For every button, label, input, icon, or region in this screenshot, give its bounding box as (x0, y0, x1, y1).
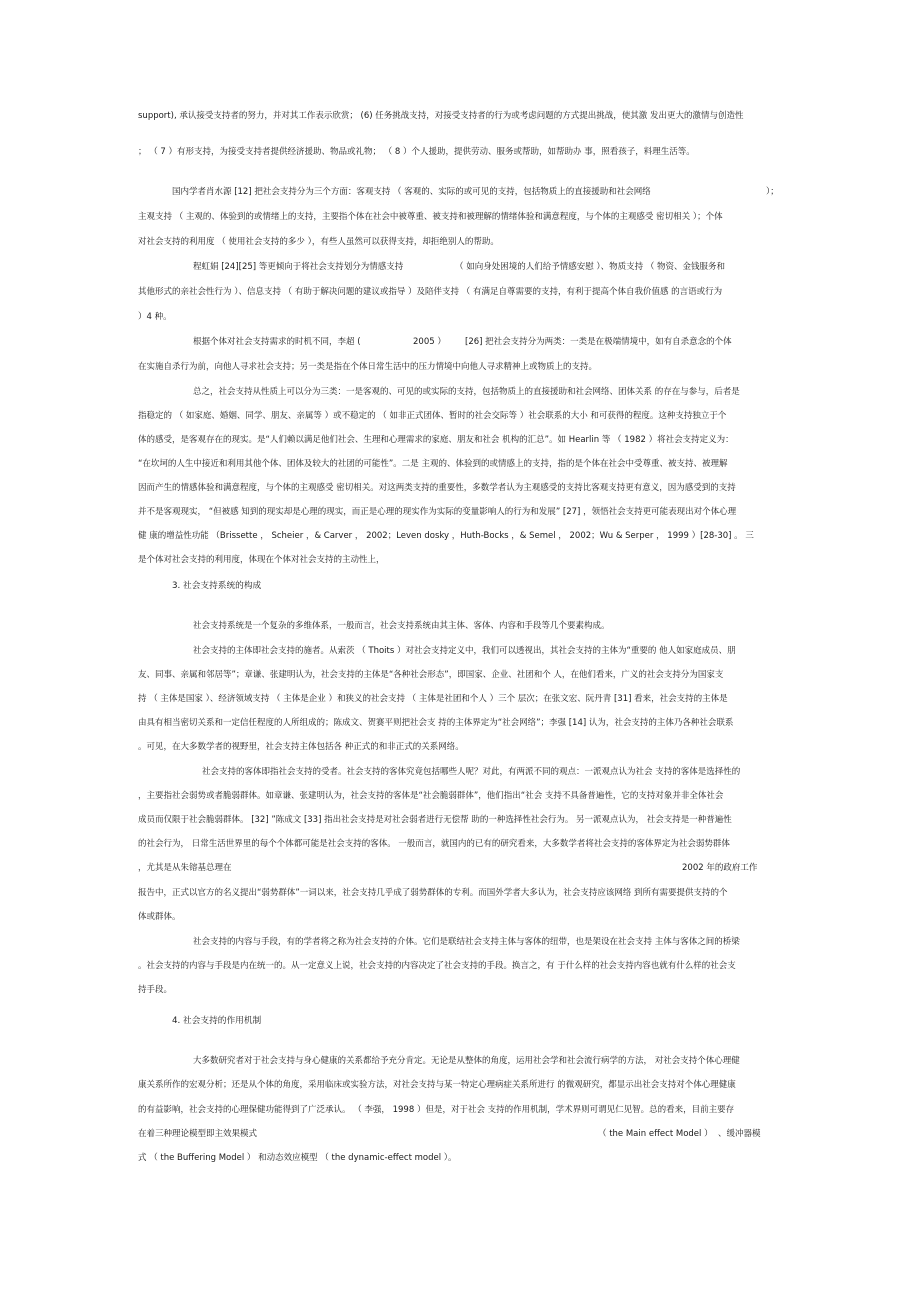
text-line: 友、同事、亲属和邻居等”；章谦、张建明认为，社会支持的主体是“各种社会形态”，即国家、企业、社团和个 人，在他们看来，广义的社会支持分为国家支 (138, 670, 724, 680)
text-line: 持 （ 主体是国家 ）、经济领域支持 （ 主体是企业 ）和狭义的社会支持 （ 主体是社团和个人 ）三个 层次；在张文宏、阮丹青 [31] 看来，社会支持的主体是 (138, 694, 728, 704)
text-line: “在坎坷的人生中接近和利用其他个体、团体及较大的社团的可能性”。二是 主观的、体验到的或情感上的支持，指的是个体在社会中受尊重、被支持、被理解 (138, 459, 728, 469)
text-line: 的社会行为， 日常生活世界里的每个个体都可能是社会支持的客体。 一般而言，就国内的已有的研究看来，大多数学者将社会支持的客体界定为社会弱势群体 (138, 839, 730, 849)
text-line: 。可见，在大多数学者的视野里，社会支持主体包括各 种正式的和非正式的关系网络。 (138, 742, 464, 752)
text-line: （ 如向身处困境的人们给予情感安慰 ）、物质支持 （ 物资、金钱服务和 (455, 262, 726, 272)
text-line: 其他形式的亲社会性行为 ）、信息支持 （ 有助于解决问题的建议或指导 ）及陪伴支持 （ 有满足自尊需要的支持，有利于提高个体自我价值感 的言语或行为 (138, 287, 723, 297)
text-line: 社会支持的客体即指社会支持的受者。社会支持的客体究竟包括哪些人呢？对此，有两派不同的观点：一派观点认为社会 支持的客体是选择性的 (202, 767, 741, 777)
section-heading: 3. 社会支持系统的构成 (172, 581, 262, 591)
text-line: （ the Main effect Model ） (598, 1129, 713, 1139)
text-line: 体或群体。 (138, 912, 181, 922)
text-line: 在着三种理论模型即主效果模式 (138, 1129, 258, 1139)
text-line: ）； (766, 187, 779, 197)
text-line: 在实施自杀行为前，向他人寻求社会支持；另一类是指在个体日常生活中的压力情境中向他人寻求精神上或物质上的支持。 (138, 362, 598, 372)
text-line: 程虹娟 [24][25] 等更倾向于将社会支持划分为情感支持 (193, 262, 404, 272)
text-line: 因而产生的情感体验和满意程度，与个体的主观感受 密切相关。对这两类支持的重要性，多数学者认为主观感受的支持比客观支持更有意义，因为感受到的支持 (138, 483, 736, 493)
text-line: ，主要指社会弱势或者脆弱群体。如章谦、张建明认为，社会支持的客体是“社会脆弱群体”，他们指出“社会 支持不具备普遍性，它的支持对象并非全体社会 (138, 791, 724, 801)
text-line: 由具有相当密切关系和一定信任程度的人所组成的；陈成文、贺赛平则把社会支 持的主体界定为“社会网络”；李强 [14] 认为，社会支持的主体乃各种社会联系 (138, 718, 734, 728)
text-line: 主观支持 （ 主观的、体验到的或情绪上的支持，主要指个体在社会中被尊重、被支持和被理解的情绪体验和满意程度，与个体的主观感受 密切相关 ）；个体 (138, 212, 723, 222)
text-line: 是个体对社会支持的利用度，体现在个体对社会支持的主动性上， (138, 555, 385, 565)
text-line: ； （ 7 ）有形支持，为接受支持者提供经济援助、物品或礼物； （ 8 ）个人援助，提供劳动、服务或帮助，如帮助办 事，照看孩子，料理生活等。 (138, 147, 695, 157)
text-line: 体的感受，是客观存在的现实。是“人们赖以满足他们社会、生理和心理需求的家庭、朋友和社会 机构的汇总”。如 Hearlin 等 （ 1982 ）将社会支持定义为： (138, 435, 734, 445)
section-heading: 4. 社会支持的作用机制 (172, 1016, 262, 1026)
text-line: 社会支持的主体即社会支持的施者。从索茨 （ Thoits ）对社会支持定义中，我们可以透视出，其社会支持的主体为“重要的 他人如家庭成员、朋 (193, 646, 736, 656)
text-line: support), 承认接受支持者的努力，并对其工作表示欣赏； (6) 任务挑战支持，对接受支持者的行为或考虑问题的方式提出挑战，使其激 发出更大的激情与创造性 (138, 111, 744, 121)
text-line: 2005 ） (413, 337, 446, 347)
text-line: 报告中，正式以官方的名义提出“弱势群体”一词以来，社会支持几乎成了弱势群体的专利。而国外学者大多认为，社会支持应该网络 到所有需要提供支持的个 (138, 888, 728, 898)
text-line: 持手段。 (138, 985, 173, 995)
text-line: 对社会支持的利用度 （ 使用社会支持的多少 ），有些人虽然可以获得支持，却拒绝别人的帮助。 (138, 237, 499, 247)
text-line: 2002 年的政府工作 (682, 863, 758, 873)
text-line: 康关系所作的宏观分析；还是从个体的角度，采用临床或实验方法，对社会支持与某一特定心理病症关系所进行 的微观研究，都显示出社会支持对个体心理健康 (138, 1080, 736, 1090)
text-line: 社会支持的内容与手段，有的学者将之称为社会支持的介体。它们是联结社会支持主体与客体的纽带，也是架设在社会支持 主体与客体之间的桥梁 (193, 937, 740, 947)
text-line: 社会支持系统是一个复杂的多维体系，一般而言，社会支持系统由其主体、客体、内容和手段等几个要素构成。 (193, 621, 610, 631)
text-line: 健 康的增益性功能 （Brissette ， Scheier ，& Carver ， 2002；Leven dosky ，Huth-Bocks ，& Semel ， 2002；Wu & Serper ， 1999 ）[28-30] 。 三 (138, 531, 754, 541)
text-line: 并不是客观现实， “但被感 知到的现实却是心理的现实，而正是心理的现实作为实际的变量影响人的行为和发展” [27] ，领悟社会支持更可能表现出对个体心理 (138, 507, 737, 517)
text-line: [26] 把社会支持分为两类：一类是在极端情境中，如有自杀意念的个体 (465, 337, 732, 347)
text-line: 指稳定的 （ 如家庭、婚姻、同学、朋友、亲属等 ）或不稳定的 （ 如非正式团体、暂时的社会交际等 ）社会联系的大小 和可获得的程度。这种支持独立于个 (138, 411, 727, 421)
text-line: 国内学者肖水源 [12] 把社会支持分为三个方面：客观支持 （ 客观的、实际的或可见的支持，包括物质上的直接援助和社会网络 (172, 187, 651, 197)
text-line: 式 （ the Buffering Model ） 和动态效应模型 （ the dynamic-effect model ）。 (138, 1153, 457, 1163)
text-line: 总之，社会支持从性质上可以分为三类：一是客观的、可见的或实际的支持，包括物质上的直接援助和社会网络、团体关系 的存在与参与，后者是 (193, 387, 740, 397)
text-line: 根据个体对社会支持需求的时机不同，李超 ( (193, 337, 361, 347)
text-line: ）4 种。 (138, 312, 172, 322)
text-line: 成员而仅限于社会脆弱群体。 [32] ”陈成文 [33] 指出社会支持是对社会弱者进行无偿帮 助的一种选择性社会行为。 另一派观点认为， 社会支持是一种普遍性 (138, 815, 732, 825)
text-line: 。社会支持的内容与手段是内在统一的。从一定意义上说，社会支持的内容决定了社会支持的手段。换言之，有 于什么样的社会支持内容也就有什么样的社会支 (138, 961, 736, 971)
text-line: 、缓冲器模 (718, 1129, 761, 1139)
text-line: ，尤其是从朱镕基总理在 (138, 863, 232, 873)
text-line: 大多数研究者对于社会支持与身心健康的关系都给予充分肯定。无论是从整体的角度，运用社会学和社会流行病学的方法， 对社会支持个体心理健 (193, 1056, 740, 1066)
text-line: 的有益影响，社会支持的心理保健功能得到了广泛承认。 （ 李强， 1998 ）但是，对于社会 支持的作用机制，学术界则可谓见仁见智。总的看来，目前主要存 (138, 1105, 735, 1115)
